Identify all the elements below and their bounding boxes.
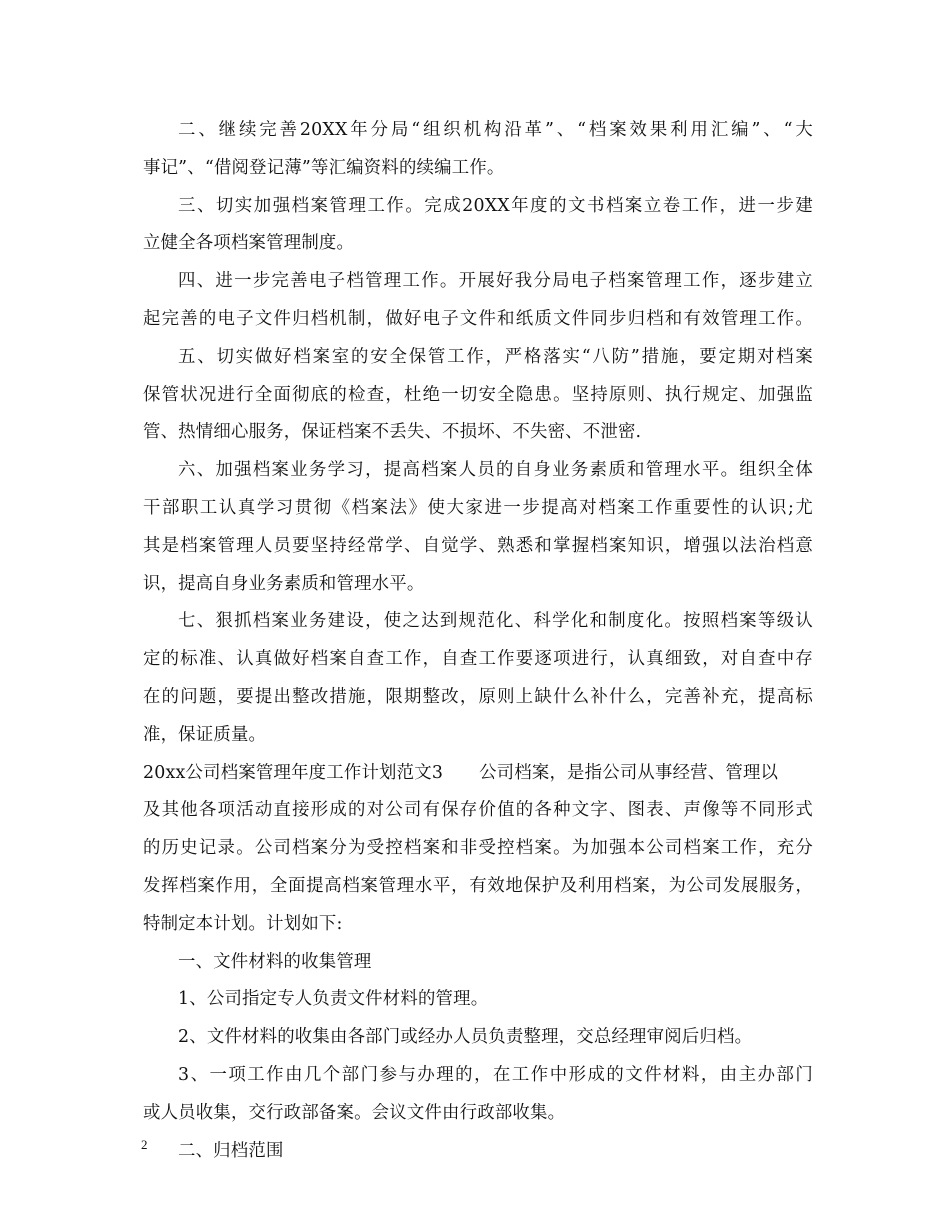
text-line-tail: 公司档案，是指公司从事经营、管理以 [479,762,779,783]
text-line [143,490,813,528]
text-line [143,1095,813,1133]
text-line [143,717,813,755]
text-line [143,1057,813,1095]
text-line [143,414,813,452]
text-line [143,528,813,566]
text-line-content: 七、狠抓档案业务建设，使之达到规范化、科学化和制度化。按照档案等级认 [178,611,813,632]
document-body [143,112,813,1170]
text-line-content: 2、文件材料的收集由各部门或经办人员负责整理，交总经理审阅后归档。 [178,1027,753,1048]
text-line-content: 六、加强档案业务学习，提高档案人员的自身业务素质和管理水平。组织全体 [178,460,813,481]
text-line-content: 一、文件材料的收集管理 [178,951,372,972]
text-line-content: 3、一项工作由几个部门参与办理的，在工作中形成的文件材料，由主办部门 [178,1064,813,1085]
text-line [143,755,813,793]
text-line-content: 1、公司指定专人负责文件材料的管理。 [178,989,489,1010]
text-line [143,679,813,717]
text-line-content: 定的标准、认真做好档案自查工作，自查工作要逐项进行，认真细致，对自查中存 [143,649,813,670]
text-line [143,981,813,1019]
text-line-content: 发挥档案作用，全面提高档案管理水平，有效地保护及利用档案，为公司发展服务， [143,875,813,896]
text-line-content: 五、切实做好档案室的安全保管工作，严格落实“八防”措施，要定期对档案 [178,346,813,367]
text-line [143,339,813,377]
text-line [143,263,813,301]
text-line-content: 管、热情细心服务，保证档案不丢失、不损坏、不失密、不泄密. [143,422,642,443]
text-line [143,944,813,982]
text-line [143,225,813,263]
text-line [143,112,813,150]
text-line [143,150,813,188]
text-line-content: 特制定本计划。计划如下: [143,913,343,934]
text-line-content: 干部职工认真学习贯彻《档案法》使大家进一步提高对档案工作重要性的认识;尤 [143,497,813,518]
text-line-content: 起完善的电子文件归档机制，做好电子文件和纸质文件同步归档和有效管理工作。 [143,308,813,329]
text-line-content: 识，提高自身业务素质和管理水平。 [143,573,425,594]
text-line-content: 事记”、“借阅登记薄”等汇编资料的续编工作。 [143,157,505,178]
text-line [143,792,813,830]
text-line-content: 其是档案管理人员要坚持经常学、自觉学、熟悉和掌握档案知识，增强以法治档意 [143,535,813,556]
text-line [143,830,813,868]
text-line-content: 保管状况进行全面彻底的检查，杜绝一切安全隐患。坚持原则、执行规定、加强监 [143,384,813,405]
text-line-content: 立健全各项档案管理制度。 [143,233,355,254]
text-line [143,566,813,604]
text-line [143,868,813,906]
text-line-content: 或人员收集，交行政部备案。会议文件由行政部收集。 [143,1102,566,1123]
text-line [143,301,813,339]
text-line-content: 20xx公司档案管理年度工作计划范文3 [143,762,444,783]
text-line-content: 四、进一步完善电子档管理工作。开展好我分局电子档案管理工作，逐步建立 [178,271,813,292]
text-line-content: 二、继续完善20XX年分局“组织机构沿革”、“档案效果利用汇编”、“大 [178,120,813,140]
text-line [143,641,813,679]
text-line-content: 及其他各项活动直接形成的对公司有保存价值的各种文字、图表、声像等不同形式 [143,800,813,821]
page-number: 2 [141,1137,148,1152]
text-line [143,377,813,415]
text-line [143,452,813,490]
text-line-content: 二、归档范围 [178,1140,284,1161]
text-line [143,1019,813,1057]
text-line-content: 三、切实加强档案管理工作。完成20XX年度的文书档案立卷工作，进一步建 [178,195,813,216]
text-line [143,1133,813,1171]
text-line-content: 的历史记录。公司档案分为受控档案和非受控档案。为加强本公司档案工作，充分 [143,838,813,859]
text-line [143,906,813,944]
text-line-content: 准，保证质量。 [143,724,267,745]
text-line [143,603,813,641]
text-line [143,188,813,226]
text-line-content: 在的问题，要提出整改措施，限期整改，原则上缺什么补什么，完善补充，提高标 [143,686,813,707]
